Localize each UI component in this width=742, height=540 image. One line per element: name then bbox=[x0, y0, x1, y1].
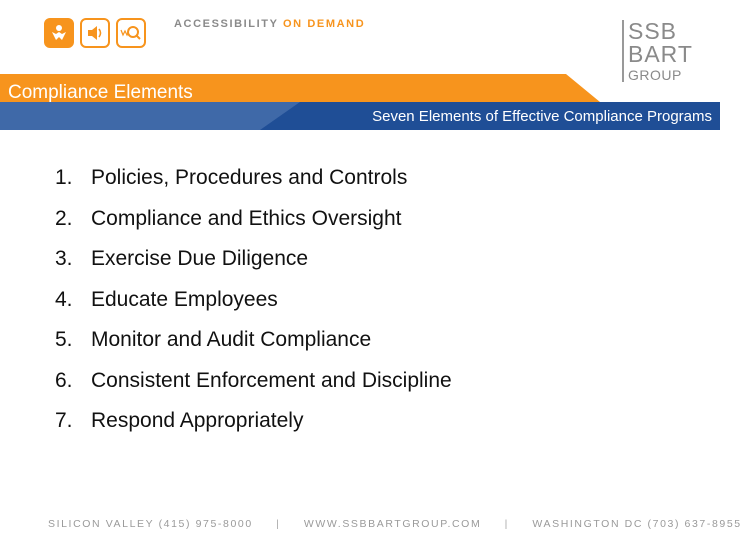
logo-line-bart: BART bbox=[628, 41, 693, 67]
list-item-number: 2. bbox=[55, 206, 73, 230]
tagline bbox=[174, 18, 365, 30]
compliance-elements-list bbox=[55, 158, 452, 442]
list-item-text: Monitor and Audit Compliance bbox=[91, 328, 372, 352]
list-item bbox=[55, 361, 452, 402]
list-item-number: 5. bbox=[55, 328, 73, 352]
header-icons bbox=[44, 18, 146, 48]
list-item-text: Respond Appropriately bbox=[91, 409, 304, 433]
list-item bbox=[55, 320, 452, 361]
ssb-bart-group-logo bbox=[622, 20, 698, 82]
footer-website: WWW.SSBBARTGROUP.COM bbox=[303, 518, 482, 530]
list-item-text: Consistent Enforcement and Discipline bbox=[91, 368, 452, 392]
banner-subtitle: Seven Elements of Effective Compliance Programs bbox=[372, 108, 712, 125]
speaker-icon bbox=[80, 18, 110, 48]
list-item-number: 7. bbox=[55, 409, 73, 433]
logo-line-ssb: SSB bbox=[628, 18, 678, 44]
list-item-number: 1. bbox=[55, 166, 73, 190]
list-item-number: 6. bbox=[55, 368, 73, 392]
list-item bbox=[55, 158, 452, 199]
tagline-accent: ON DEMAND bbox=[283, 18, 366, 30]
banner-title: Compliance Elements bbox=[8, 82, 193, 103]
list-item-number: 3. bbox=[55, 247, 73, 271]
footer-separator: | bbox=[504, 518, 509, 530]
list-item bbox=[55, 199, 452, 240]
hands-icon bbox=[44, 18, 74, 48]
list-item-number: 4. bbox=[55, 287, 73, 311]
www-magnifier-icon bbox=[116, 18, 146, 48]
list-item-text: Exercise Due Diligence bbox=[91, 247, 309, 271]
list-item bbox=[55, 401, 452, 442]
list-item-text: Compliance and Ethics Oversight bbox=[91, 206, 402, 230]
footer-separator: | bbox=[276, 518, 281, 530]
logo-line-group: GROUP bbox=[628, 67, 682, 83]
list-item bbox=[55, 280, 452, 321]
tagline-prefix: ACCESSIBILITY bbox=[174, 18, 279, 30]
footer-silicon-valley: SILICON VALLEY (415) 975-8000 bbox=[48, 518, 253, 530]
list-item-text: Educate Employees bbox=[91, 287, 278, 311]
footer-contact bbox=[48, 518, 742, 530]
footer-washington: WASHINGTON DC (703) 637-8955 bbox=[532, 518, 742, 530]
list-item bbox=[55, 239, 452, 280]
list-item-text: Policies, Procedures and Controls bbox=[91, 166, 408, 190]
